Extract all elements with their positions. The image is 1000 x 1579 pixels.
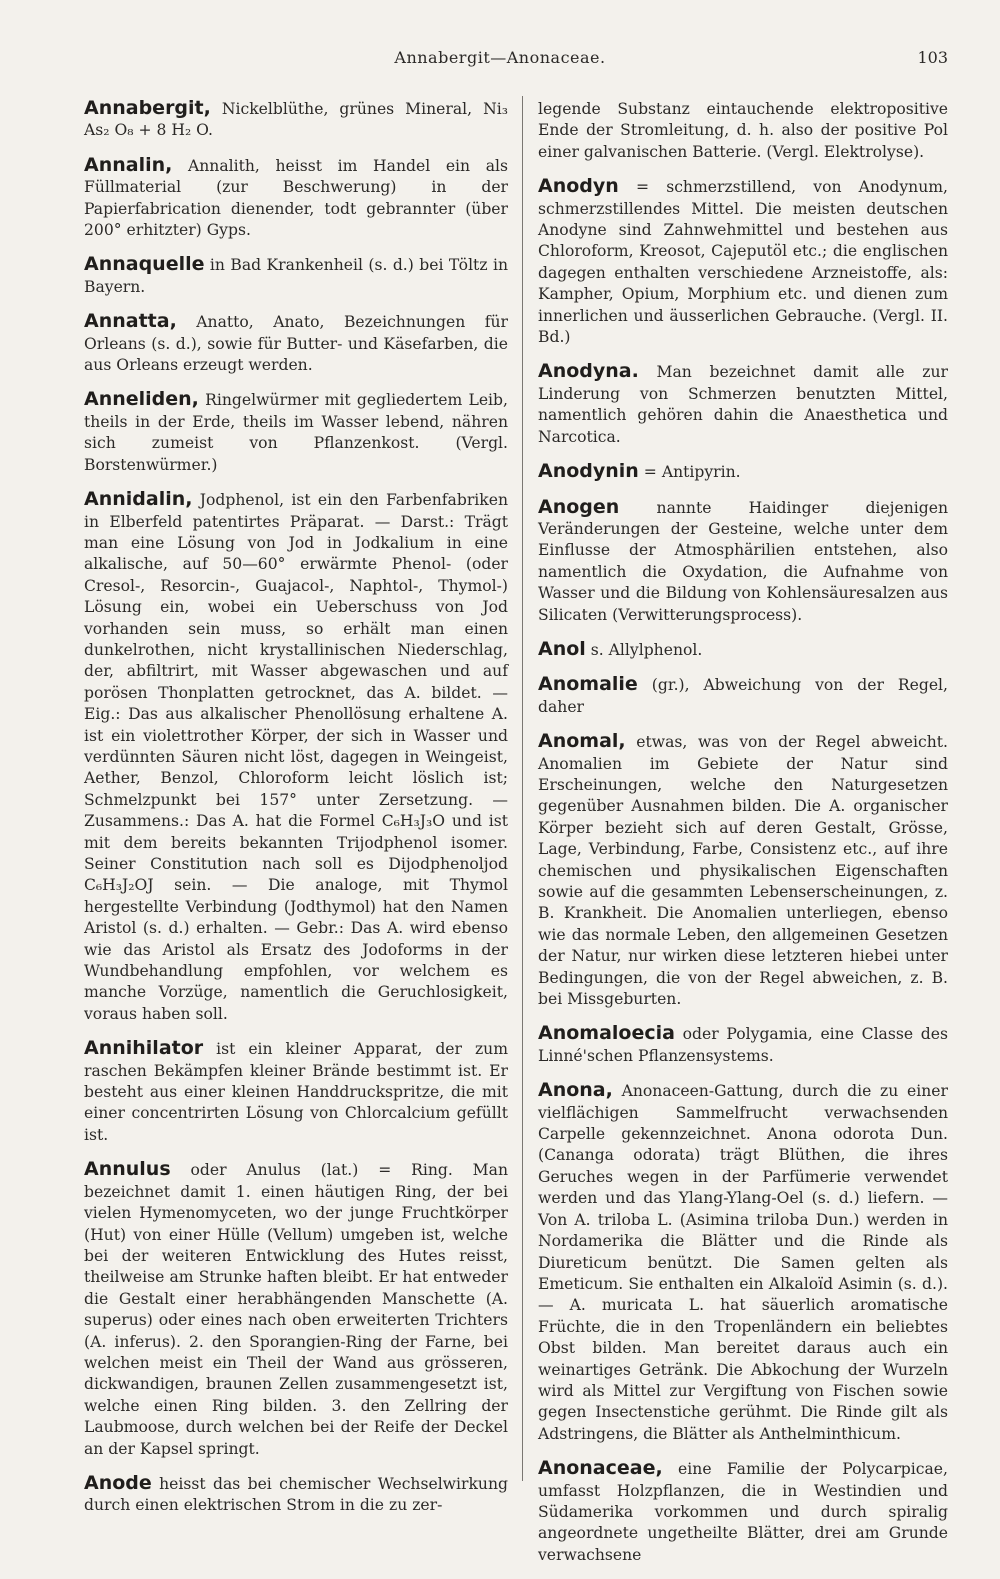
entry-anodyna xyxy=(538,361,948,448)
entry-text: ist ein kleiner Apparat, der zum raschen Bekämpfen kleiner Brände bestimmt ist. Er besteht aus einer kleinen Handdruckspritze, die mit einer concentrirten Lösung von Chlorcalcium gefüllt ist. xyxy=(84,1040,508,1144)
lemma: Anonaceae, xyxy=(538,1457,663,1480)
entry-anneliden xyxy=(84,389,508,476)
entry-text: Annalith, heisst im Handel ein als Füllmaterial (zur Beschwerung) in der Papierfabrication dienender, todt gebrannter (über 200° erhitzter) Gyps. xyxy=(84,156,508,240)
entry-text: Ringelwürmer mit gegliedertem Leib, theils in der Erde, theils im Wasser lebend, nähren sich zumeist von Pflanzenkost. (Vergl. Borstenwürmer.) xyxy=(84,391,508,474)
entry-annulus xyxy=(84,1159,508,1460)
entry-annaquelle xyxy=(84,254,508,298)
entry-anomal xyxy=(538,731,948,1010)
entry-anonaceae xyxy=(538,1458,948,1566)
entry-anodynin xyxy=(538,461,948,483)
entry-text: heisst das bei chemischer Wechselwirkung durch einen elektrischen Strom in die zu zer- xyxy=(84,1474,508,1515)
lemma: Annatta, xyxy=(84,310,177,333)
left-column xyxy=(84,98,508,1530)
entry-text: = schmerzstillend, von Anodynum, schmerzstillendes Mittel. Die meisten deutschen Anodyne sind Zahnwehmittel und bestehen aus Chloroform, Kreosot, Cajeputöl etc.; die englischen dagegen enthalten verschiedene Arzneistoffe, als: Kampher, Opium, Morphium etc. und dienen zum innerlichen und äusserlichen Gebrauche. (Vergl. II. Bd.) xyxy=(538,178,948,347)
column-divider xyxy=(522,96,523,1481)
entry-annatta xyxy=(84,311,508,376)
entry-text: oder Polygamia, eine Classe des Linné'schen Pflanzensystems. xyxy=(538,1025,948,1065)
lemma: Anogen xyxy=(538,495,620,518)
entry-annalin xyxy=(84,155,508,242)
lemma: Annalin, xyxy=(84,153,173,176)
entry-anol xyxy=(538,639,948,661)
entry-text: Anonaceen-Gattung, durch die zu einer vielflächigen Sammelfrucht verwachsenden Carpelle gekennzeichnet. Anona odorota Dun. (Cananga odorata) trägt Blüthen, die ihres Geruches wegen in der Parfümerie verwendet werden und das Ylang-Ylang-Oel (s. d.) liefern. — Von A. triloba L. (Asimina triloba Dun.) werden in Nordamerika die Blätter und die Rinde als Diureticum benützt. Die Samen gelten als Emeticum. Sie enthalten ein Alkaloïd Asimin (s. d.). — A. muricata L. hat säuerlich aromatische Früchte, die in den Tropenländern ein beliebtes Obst bilden. Man bereitet daraus auch ein weinartiges Getränk. Die Abkochung der Wurzeln wird als Mittel zur Vergiftung von Fischen sowie gegen Insectenstiche gerühmt. Die Rinde gilt als Adstringens, die Blätter als Anthelminthicum. xyxy=(538,1082,948,1443)
entry-anode-continued xyxy=(538,98,948,163)
entry-anode xyxy=(84,1473,508,1517)
entry-anona xyxy=(538,1080,948,1445)
entry-annabergit xyxy=(84,98,508,142)
lemma: Annulus xyxy=(84,1158,171,1181)
lemma: Anomal, xyxy=(538,730,626,753)
entry-text: oder Anulus (lat.) = Ring. Man bezeichnet damit 1. einen häutigen Ring, der bei vielen Hymenomyceten, wo der junge Fruchtkörper (Hut) von einer Hülle (Vellum) umgeben ist, welche bei der weiteren Entwicklung des Hutes reisst, theilweise am Strunke haften bleibt. Er hat entweder die Gestalt einer herabhängenden Manschette (A. superus) oder eines nach oben erweiterten Trichters (A. inferus). 2. den Sporangien-Ring der Farne, bei welchen meist ein Theil der Wand aus grösseren, dickwandigen, braunen Zellen zusammengesetzt ist, welche einen Ring bilden. 3. den Zellring der Laubmoose, durch welchen bei der Reife der Deckel an der Kapsel springt. xyxy=(84,1161,508,1458)
entry-text: (gr.), Abweichung von der Regel, daher xyxy=(538,676,948,716)
entry-text: legende Substanz eintauchende elektropositive Ende der Stromleitung, d. h. also der positive Pol einer galvanischen Batterie. (Vergl. Elektrolyse). xyxy=(538,100,948,161)
running-title: Annabergit—Anonaceae. xyxy=(394,48,606,67)
lemma: Anomaloecia xyxy=(538,1022,675,1045)
entry-text: etwas, was von der Regel abweicht. Anomalien im Gebiete der Natur sind Erscheinungen, welche den Naturgesetzen gegenüber Ausnahmen bilden. Die A. organischer Körper bezieht sich auf deren Gestalt, Grösse, Lage, Verbindung, Farbe, Consistenz etc., auf ihre chemischen und physikalischen Eigenschaften sowie auf die gesammten Lebenserscheinungen, z. B. Krankheit. Die Anomalien unterliegen, ebenso wie das normale Leben, den allgemeinen Gesetzen der Natur, nur wirken diese letzteren hiebei unter Bedingungen, die von der Regel abweichen, z. B. bei Missgeburten. xyxy=(538,733,948,1009)
lemma: Anodyna. xyxy=(538,360,639,383)
entry-annidalin xyxy=(84,489,508,1025)
entry-anodyn xyxy=(538,176,948,348)
entry-text: eine Familie der Polycarpicae, umfasst Holzpflanzen, die in Westindien und Südamerika vorkommen und durch spiralig angeordnete ungetheilte Blätter, drei am Grunde verwachsene xyxy=(538,1460,948,1564)
right-column xyxy=(538,98,948,1579)
lemma: Annidalin, xyxy=(84,488,193,511)
running-head xyxy=(0,48,1000,72)
page-number: 103 xyxy=(917,48,948,67)
entry-text: nannte Haidinger diejenigen Veränderungen der Gesteine, welche unter dem Einflusse der Atmosphärilien entstehen, also namentlich die Oxydation, die Aufnahme von Wasser und die Bildung von Kohlensäuresalzen aus Silicaten (Verwitterungsprocess). xyxy=(538,498,948,624)
entry-text: Jodphenol, ist ein den Farbenfabriken in Elberfeld patentirtes Präparat. — Darst.: Trägt man eine Lösung von Jod in Jodkalium in eine alkalische, auf 50—60° erwärmte Phenol- (oder Cresol-, Resorcin-, Guajacol-, Naphtol-, Thymol-) Lösung ein, wobei ein Ueberschuss von Jod vorhanden sein muss, so erhält man einen dunkelrothen, nicht krystallinischen Niederschlag, der, abfiltrirt, mit Wasser abgewaschen und auf porösen Thonplatten getrocknet, das A. bildet. — Eig.: Das aus alkalischer Phenollösung erhaltene A. ist ein violettrother Körper, der sich in Wasser und verdünnten Säuren nicht löst, dagegen in Weingeist, Aether, Benzol, Chloroform leicht löslich ist; Schmelzpunkt bei 157° unter Zersetzung. — Zusammens.: Das A. hat die Formel C₆H₃J₃O und ist mit dem bereits bekannten Trijodphenol isomer. Seiner Constitution nach soll es Dijodphenoljod C₆H₃J₂OJ sein. — Die analoge, mit Thymol hergestellte Verbindung (Jodthymol) hat den Namen Aristol (s. d.) erhalten. — Gebr.: Das A. wird ebenso wie das Aristol als Ersatz des Jodoforms in der Wundbehandlung empfohlen, vor welchem es manche Vorzüge, namentlich die Geruchlosigkeit, voraus haben soll. xyxy=(84,491,508,1023)
lemma: Anona, xyxy=(538,1079,613,1102)
lemma: Anodynin xyxy=(538,460,639,483)
lemma: Annabergit, xyxy=(84,97,211,119)
entry-text: Man bezeichnet damit alle zur Linderung von Schmerzen benutzten Mittel, namentlich gehören dahin die Anaesthetica und Narcotica. xyxy=(538,363,948,446)
entry-annihilator xyxy=(84,1038,508,1146)
entry-text: Anatto, Anato, Bezeichnungen für Orleans (s. d.), sowie für Butter- und Käsefarben, die aus Orleans erzeugt werden. xyxy=(84,313,508,375)
entry-anomaloecia xyxy=(538,1023,948,1067)
entry-text: s. Allylphenol. xyxy=(585,640,703,659)
lemma: Anomalie xyxy=(538,673,638,696)
entry-text: = Antipyrin. xyxy=(638,463,741,482)
entry-anomalie xyxy=(538,674,948,718)
lemma: Annaquelle xyxy=(84,253,205,276)
entry-text: Nickelblüthe, grünes Mineral, Ni₃ As₂ O₈ + 8 H₂ O. xyxy=(84,100,508,140)
lemma: Anode xyxy=(84,1471,152,1494)
lemma: Annihilator xyxy=(84,1037,204,1060)
lemma: Anodyn xyxy=(538,175,619,198)
entry-anogen xyxy=(538,497,948,626)
lemma: Anol xyxy=(538,637,586,660)
entry-text: in Bad Krankenheil (s. d.) bei Töltz in Bayern. xyxy=(84,256,508,296)
lemma: Anneliden, xyxy=(84,388,199,411)
